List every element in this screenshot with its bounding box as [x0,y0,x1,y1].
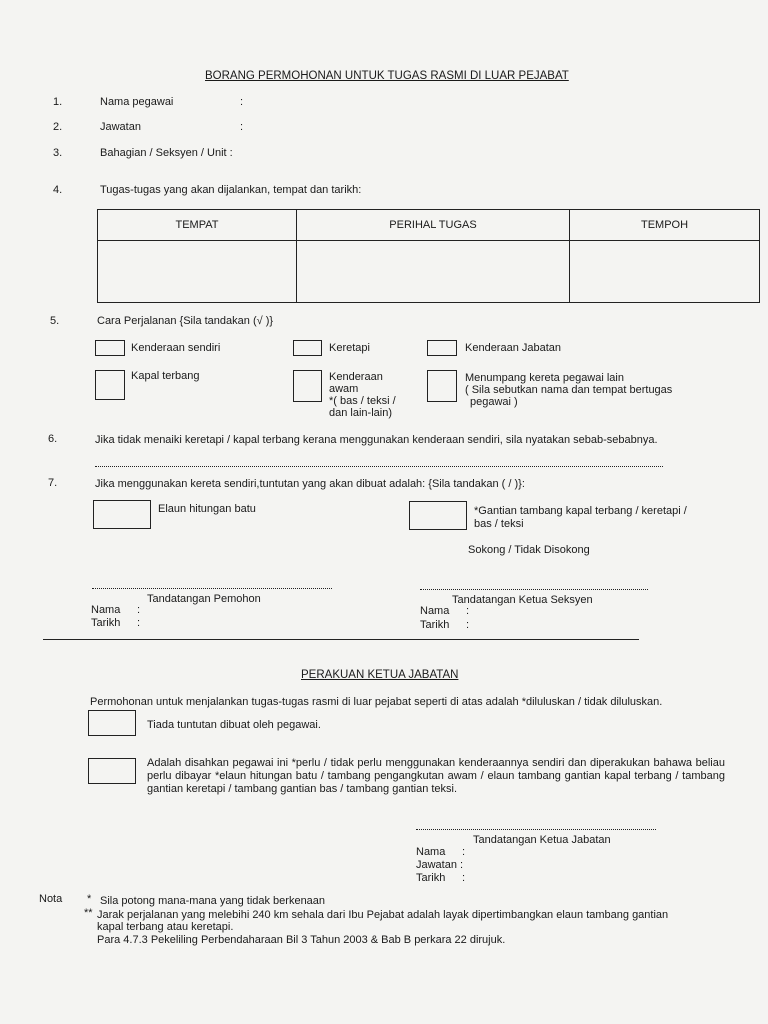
keretapi-label: Keretapi [329,342,370,354]
perakuan-title: PERAKUAN KETUA JABATAN [301,669,459,681]
kenderaan-awam-line-4: dan lain-lain) [329,407,392,419]
item-6-number: 6. [48,433,58,445]
form-title: BORANG PERMOHONAN UNTUK TUGAS RASMI DI LUAR PEJABAT [205,70,569,82]
nota-line-3: kapal terbang atau keretapi. [97,921,234,933]
ketua-seksyen-signature-line[interactable] [420,589,648,590]
ketua-jabatan-nama-colon: : [462,846,466,858]
kapal-terbang-label: Kapal terbang [131,370,200,382]
kenderaan-jabatan-checkbox[interactable] [427,340,457,356]
nota-line-2: Jarak perjalanan yang melebihi 240 km sehala dari Ibu Pejabat adalah layak dipertimbangkan elaun tambang gantian [97,909,669,921]
tiada-tuntutan-label: Tiada tuntutan dibuat oleh pegawai. [147,719,321,731]
gantian-tambang-label [474,505,687,531]
menumpang-line-2: ( Sila sebutkan nama dan tempat bertugas [465,384,673,396]
cara-perjalanan-label: Cara Perjalanan {Sila tandakan (√ )} [97,315,274,327]
gantian-tambang-checkbox[interactable] [409,501,467,530]
ketua-jabatan-tarikh-colon: : [462,872,466,884]
tugas-label: Tugas-tugas yang akan dijalankan, tempat dan tarikh: [100,184,362,196]
tempat-header: TEMPAT [98,210,297,241]
tuntutan-label: Jika menggunakan kereta sendiri,tuntutan yang akan dibuat adalah: {Sila tandakan ( / )}: [95,478,525,490]
pemohon-tarikh-colon: : [137,617,141,629]
item-7-number: 7. [48,477,58,489]
ketua-seksyen-nama-label: Nama [420,605,450,617]
menumpang-line-1: Menumpang kereta pegawai lain [465,372,624,384]
tempat-cell[interactable] [98,241,297,303]
sokong-text: Sokong / Tidak Disokong [468,544,590,556]
kenderaan-sendiri-checkbox[interactable] [95,340,125,356]
sebab-input-line[interactable] [95,466,663,467]
elaun-hitungan-batu-checkbox[interactable] [93,500,151,529]
item-2-number: 2. [53,121,63,133]
item-5-number: 5. [50,315,60,327]
jawatan-label: Jawatan [100,121,141,133]
ketua-jabatan-jawatan-label: Jawatan : [416,859,464,871]
disahkan-checkbox[interactable] [88,758,136,784]
nama-pegawai-label: Nama pegawai [100,96,174,108]
kenderaan-awam-checkbox[interactable] [293,370,322,402]
nota-label: Nota [39,893,63,905]
tasks-table [97,209,760,303]
gantian-line-1: *Gantian tambang kapal terbang / keretapi / [474,505,687,517]
ketua-seksyen-signature-label: Tandatangan Ketua Seksyen [452,594,593,606]
nama-pegawai-colon: : [240,96,244,108]
ketua-jabatan-tarikh-label: Tarikh [416,872,446,884]
nota-star-2: ** [84,907,93,919]
ketua-jabatan-signature-line[interactable] [416,829,656,830]
kenderaan-jabatan-label: Kenderaan Jabatan [465,342,562,354]
jawatan-colon: : [240,121,244,133]
pemohon-tarikh-label: Tarikh [91,617,121,629]
menumpang-checkbox[interactable] [427,370,457,402]
sebab-label: Jika tidak menaiki keretapi / kapal terbang kerana menggunakan kenderaan sendiri, sila nyatakan sebab-sebabnya. [95,434,658,446]
gantian-line-2: bas / teksi [474,518,524,530]
kenderaan-sendiri-label: Kenderaan sendiri [131,342,221,354]
nota-line-1: Sila potong mana-mana yang tidak berkenaan [100,895,326,907]
tempoh-cell[interactable] [570,241,760,303]
bahagian-label: Bahagian / Seksyen / Unit : [100,147,233,159]
tempoh-header: TEMPOH [570,210,760,241]
menumpang-line-3: pegawai ) [470,396,518,408]
perakuan-intro: Permohonan untuk menjalankan tugas-tugas rasmi di luar pejabat seperti di atas adalah *diluluskan / tidak diluluskan. [90,696,663,708]
pemohon-signature-line[interactable] [92,588,332,589]
nota-line-4: Para 4.7.3 Pekeliling Perbendaharaan Bil 3 Tahun 2003 & Bab B perkara 22 dirujuk. [97,934,506,946]
nota-star-1: * [87,893,92,905]
elaun-hitungan-batu-label: Elaun hitungan batu [158,503,256,515]
kenderaan-awam-line-2: awam [329,383,359,395]
pemohon-nama-colon: : [137,604,141,616]
menumpang-label [465,372,672,408]
keretapi-checkbox[interactable] [293,340,322,356]
item-1-number: 1. [53,96,63,108]
perihal-tugas-cell[interactable] [297,241,570,303]
kenderaan-awam-line-3: *( bas / teksi / [329,395,396,407]
kapal-terbang-checkbox[interactable] [95,370,125,400]
kenderaan-awam-line-1: Kenderaan [329,371,383,383]
ketua-seksyen-tarikh-label: Tarikh [420,619,450,631]
pemohon-nama-label: Nama [91,604,121,616]
disahkan-text: Adalah disahkan pegawai ini *perlu / tidak perlu menggunakan kenderaannya sendiri dan diperakukan bahawa beliau perlu dibayar *elaun hitungan batu / tambang pengangkutan awam / elaun tambang gantian kapal terbang / tambang gantian keretapi / tambang gantian bas / tambang gantian teksi. [147,757,725,795]
item-4-number: 4. [53,184,63,196]
perihal-tugas-header: PERIHAL TUGAS [297,210,570,241]
pemohon-signature-label: Tandatangan Pemohon [147,593,261,605]
section-divider [43,639,639,640]
ketua-seksyen-nama-colon: : [466,605,470,617]
tiada-tuntutan-checkbox[interactable] [88,710,136,736]
ketua-seksyen-tarikh-colon: : [466,619,470,631]
ketua-jabatan-signature-label: Tandatangan Ketua Jabatan [473,834,611,846]
ketua-jabatan-nama-label: Nama [416,846,446,858]
item-3-number: 3. [53,147,63,159]
kenderaan-awam-label [329,371,396,419]
